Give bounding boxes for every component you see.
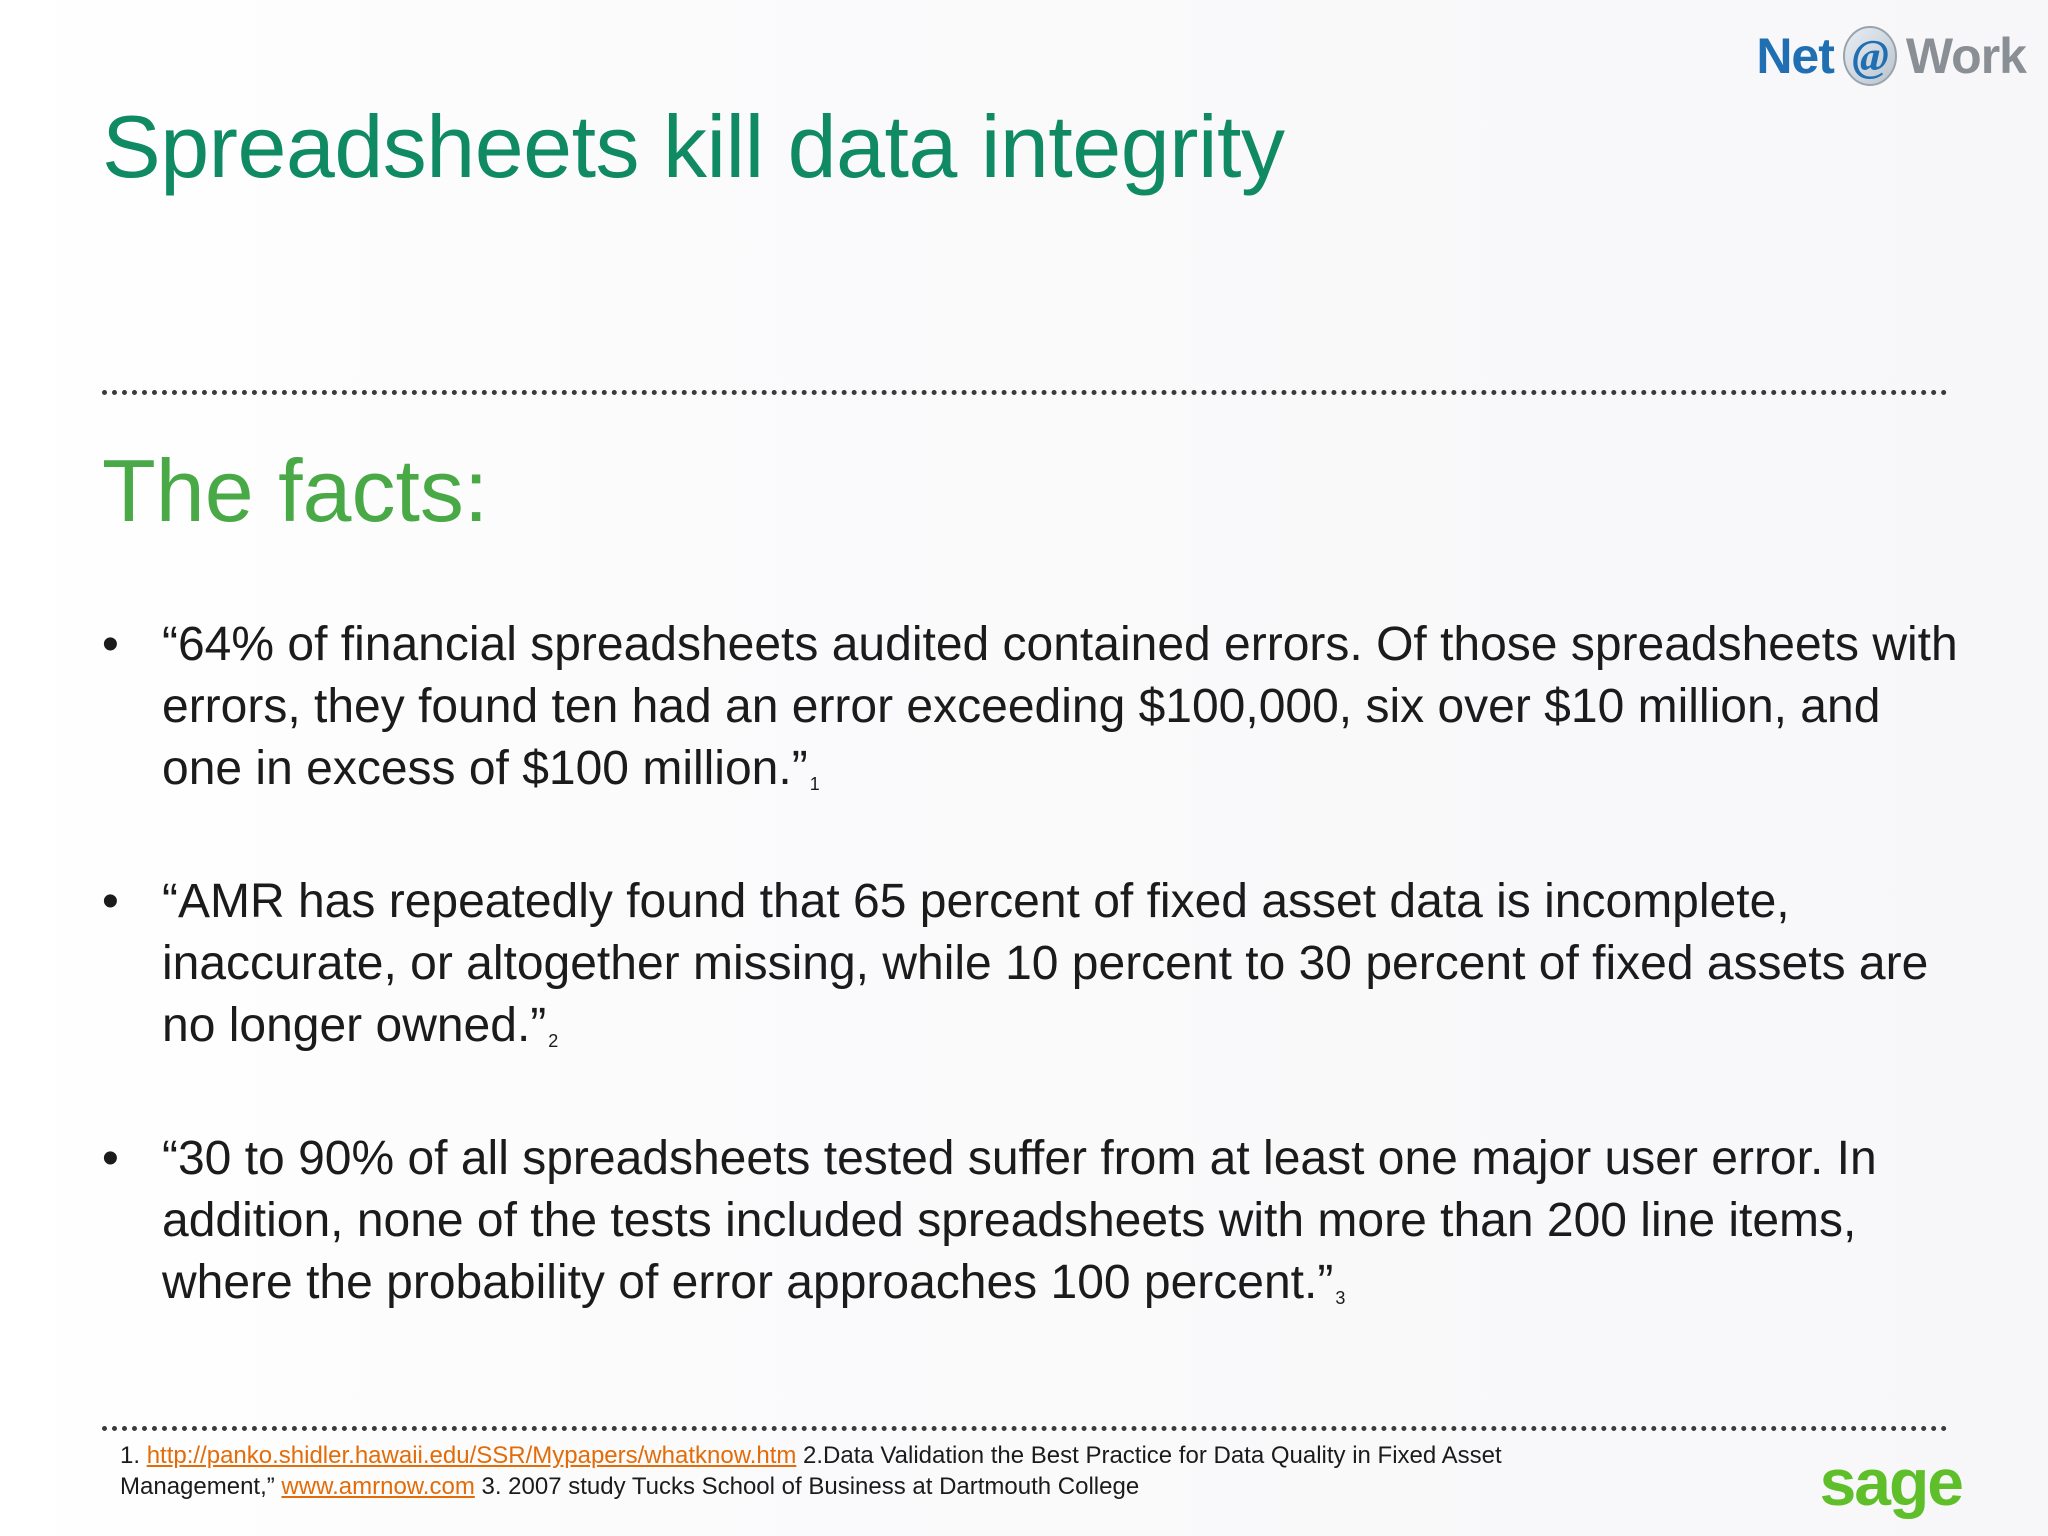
bullet-icon: • xyxy=(102,875,119,928)
fact-text: “64% of financial spreadsheets audited contained errors. Of those spreadsheets with errors, they found ten had an error exceeding $100,000, six over $10 million, and one in excess of $100 million.” xyxy=(162,618,1958,795)
slide-title: Spreadsheets kill data integrity xyxy=(102,97,1285,196)
fact-reference: 2 xyxy=(548,1031,559,1051)
footnote-text-2: 2.Data Validation the Best Practice for Data Quality in Fixed Asset Management,” xyxy=(120,1442,1502,1500)
section-subtitle: The facts: xyxy=(102,441,489,540)
logo-work-text: Work xyxy=(1905,28,2026,84)
fact-reference: 1 xyxy=(809,774,820,794)
logo-net-text: Net xyxy=(1756,28,1834,84)
fact-item xyxy=(102,614,1962,809)
facts-list xyxy=(102,614,1962,1385)
divider-bottom xyxy=(102,1426,1948,1431)
at-sign-glyph: @ xyxy=(1852,31,1888,80)
footnote-link-panko[interactable]: http://panko.shidler.hawaii.edu/SSR/Mypapers/whatknow.htm xyxy=(146,1442,797,1469)
footnote-text-3: 3. 2007 study Tucks School of Business at Dartmouth College xyxy=(474,1473,1140,1500)
at-sign-icon xyxy=(1838,24,1902,88)
divider-top xyxy=(102,390,1948,395)
bullet-icon: • xyxy=(102,618,119,671)
bullet-icon: • xyxy=(102,1132,119,1185)
footnote-prefix: 1. xyxy=(120,1442,147,1469)
footnotes xyxy=(120,1440,1620,1502)
fact-text: “AMR has repeatedly found that 65 percent of fixed asset data is incomplete, inaccurate, or altogether missing, while 10 percent to 30 percent of fixed assets are no longer owned.” xyxy=(162,875,1929,1052)
footnote-link-amrnow[interactable]: www.amrnow.com xyxy=(281,1473,475,1500)
fact-item xyxy=(102,1128,1962,1323)
fact-item xyxy=(102,871,1962,1066)
at-sign-icon-graphic xyxy=(1838,24,1902,88)
fact-reference: 3 xyxy=(1335,1288,1346,1308)
fact-text: “30 to 90% of all spreadsheets tested suffer from at least one major user error. In addition, none of the tests included spreadsheets with more than 200 line items, where the probability of error approaches 100 percent.” xyxy=(162,1132,1877,1309)
sage-logo: sage xyxy=(1819,1445,1962,1519)
netatwork-logo xyxy=(1756,16,2026,96)
